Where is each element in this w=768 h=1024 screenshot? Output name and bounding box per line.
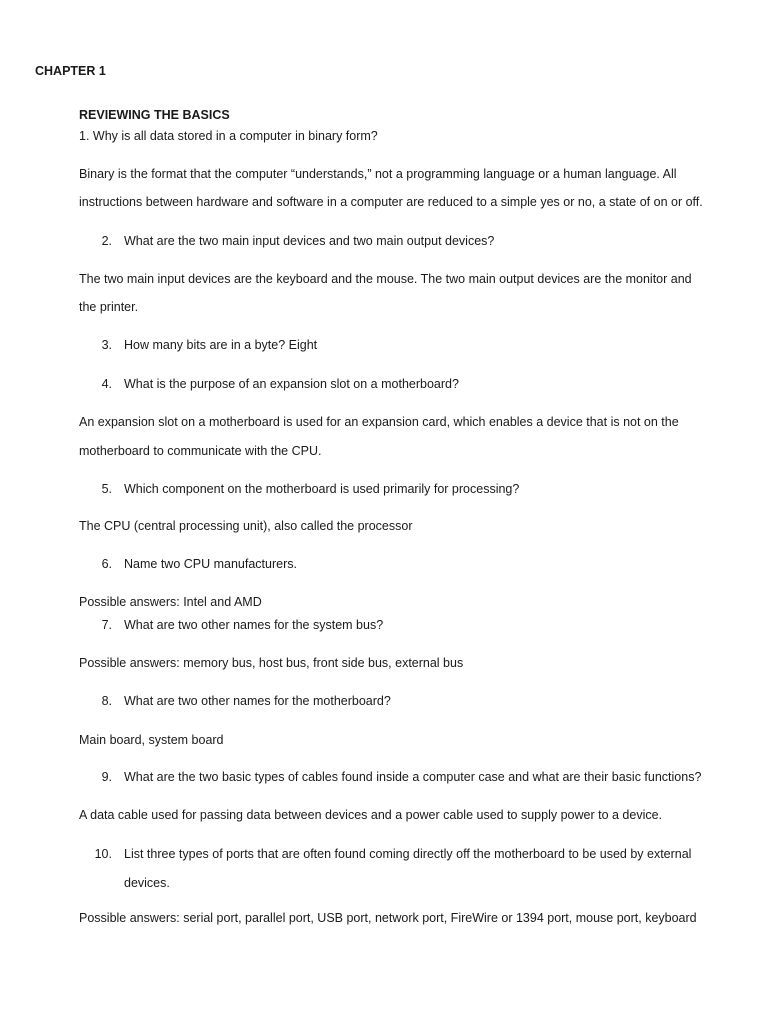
question-text: What are the two main input devices and two main output devices? [124,234,495,248]
question-number: 2. [101,234,112,248]
answer-7: Possible answers: memory bus, host bus, front side bus, external bus [79,656,464,670]
question-number: 6. [101,557,112,571]
question-number: 7. [101,618,112,632]
answer-5: The CPU (central processing unit), also called the processor [79,519,413,533]
question-number: 5. [101,482,112,496]
answer-4-line-1: An expansion slot on a motherboard is used for an expansion card, which enables a device that is not on the [79,415,679,429]
question-number: 3. [101,338,112,352]
question-text: What is the purpose of an expansion slot on a motherboard? [124,377,459,391]
answer-2-line-1: The two main input devices are the keyboard and the mouse. The two main output devices are the monitor and [79,272,692,286]
question-1: 1. Why is all data stored in a computer in binary form? [79,129,378,143]
question-number: 9. [101,770,112,784]
answer-4-line-2: motherboard to communicate with the CPU. [79,444,322,458]
question-number: 8. [101,694,112,708]
question-text: What are two other names for the system bus? [124,618,384,632]
section-title: REVIEWING THE BASICS [79,108,230,122]
question-number: 10. [94,847,112,861]
answer-1-line-1: Binary is the format that the computer “understands,” not a programming language or a human language. All [79,167,677,181]
answer-8: Main board, system board [79,733,224,747]
question-text: How many bits are in a byte? Eight [124,338,318,352]
answer-10: Possible answers: serial port, parallel port, USB port, network port, FireWire or 1394 port, mouse port, keyboard [79,911,697,925]
question-10-line-2: devices. [124,876,170,890]
question-text: What are two other names for the motherboard? [124,694,391,708]
answer-2-line-2: the printer. [79,300,139,314]
question-text: List three types of ports that are often found coming directly off the motherboard to be used by external [124,847,692,861]
question-text: Name two CPU manufacturers. [124,557,297,571]
chapter-heading: CHAPTER 1 [35,64,106,78]
question-text: Which component on the motherboard is used primarily for processing? [124,482,520,496]
answer-9: A data cable used for passing data between devices and a power cable used to supply power to a device. [79,808,663,822]
question-number: 4. [101,377,112,391]
answer-6: Possible answers: Intel and AMD [79,595,262,609]
answer-1-line-2: instructions between hardware and software in a computer are reduced to a simple yes or no, a state of on or off. [79,195,703,209]
question-text: What are the two basic types of cables found inside a computer case and what are their basic functions? [124,770,702,784]
